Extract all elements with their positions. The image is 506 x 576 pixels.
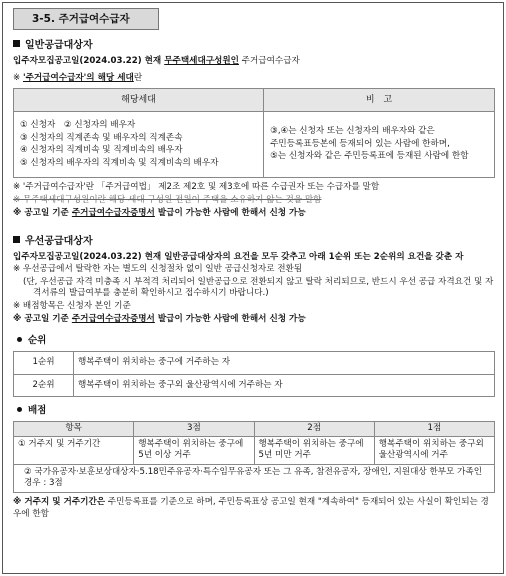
final-note xyxy=(13,497,495,520)
general-intro-emph: 무주택세대구성원인 xyxy=(164,55,239,66)
household-item: ③ 신청자의 직계존속 및 배우자의 직계존속 xyxy=(20,132,183,143)
cert-suffix: 발급이 가능한 사람에 한해서 신청 가능 xyxy=(154,207,306,218)
dot-bullet-icon xyxy=(17,337,22,342)
score-cell-wide: ② 국가유공자·보훈보상대상자·5.18민주유공자·특수임무유공자 또는 그 유족, 참전유공자, 장애인, 지원대상 한부모 가족인 경우 : 3점 xyxy=(14,464,495,492)
table-row xyxy=(14,422,495,437)
score-cell: ① 거주지 및 거주기간 xyxy=(14,436,134,464)
table-row xyxy=(14,464,495,492)
square-bullet-icon xyxy=(13,40,20,47)
remarks-line: ③,④는 신청자 또는 신청자의 배우자와 같은 xyxy=(270,126,435,137)
general-note: ※ '주거급여수급자'란 「주거급여법」 제2조 제2호 및 제3호에 따른 수급권자 또는 수급자를 말함 xyxy=(13,182,380,193)
score-cell: 행복주택이 위치하는 중구에 5년 이상 거주 xyxy=(134,436,254,464)
priority-note: ※ 배점항목은 신청자 본인 기준 xyxy=(13,301,131,312)
household-cell xyxy=(14,112,264,178)
rank-key: 1순위 xyxy=(14,352,74,375)
general-intro-prefix: 입주자모집공고일(2024.03.22) 현재 xyxy=(13,55,165,66)
score-cell: 행복주택이 위치하는 중구에 5년 미만 거주 xyxy=(254,436,374,464)
priority-intro: 입주자모집공고일(2024.03.22) 현재 일반공급대상자의 요건을 모두 갖추고 아래 1순위 또는 2순위의 요건을 갖춘 자 xyxy=(13,251,464,262)
remarks-cell xyxy=(264,112,495,178)
general-intro xyxy=(13,56,495,68)
final-emph: 거주지 및 거주기간은 xyxy=(24,497,106,507)
cert-emph: 주거급여수급자증명서 xyxy=(71,207,155,218)
table-row xyxy=(14,374,495,397)
document-body xyxy=(13,8,495,520)
rank-title-text: 순위 xyxy=(28,335,47,347)
score-header: 3점 xyxy=(134,422,254,437)
final-suffix: 주민등록표를 기준으로 하며, 주민등록표상 공고일 현재 "계속하여" 등재되어 있는 사실이 확인되는 경우에 한함 xyxy=(13,497,489,519)
household-header: 해당세대 xyxy=(14,88,264,111)
score-header: 2점 xyxy=(254,422,374,437)
section-title: 3-5. 주거급여수급자 xyxy=(13,8,159,30)
scope-emph: '주거급여수급자'의 해당 세대 xyxy=(22,73,134,84)
priority-note-paren: (단, 우선공급 자격 미충족 시 부적격 처리되어 일반공급으로 전환되지 않고 탈락 처리되므로, 반드시 우선 공급 자격요건 및 자격서류의 발급여부를 충분히 확인하시고 접수하시기 바랍니다.) xyxy=(23,276,494,299)
rank-table xyxy=(13,351,495,397)
household-table xyxy=(13,88,495,179)
square-bullet-icon xyxy=(13,236,20,243)
table-row xyxy=(14,352,495,375)
score-title xyxy=(13,405,495,418)
household-item: ⑤ 신청자의 배우자의 직계비속 및 직계비속의 배우자 xyxy=(20,157,219,168)
scope-suffix: 란 xyxy=(133,73,143,84)
general-note-struck: ※ 무주택세대구성원이란 해당 세대 구성원 전원이 주택을 소유하지 않는 것을 말함 xyxy=(13,194,322,205)
rank-key: 2순위 xyxy=(14,374,74,397)
remarks-header: 비 고 xyxy=(264,88,495,111)
general-heading-text: 일반공급대상자 xyxy=(25,40,93,52)
remarks-line: ⑤는 신청자와 같은 주민등록표에 등재된 사람에 한함 xyxy=(270,151,469,162)
household-item: ④ 신청자의 직계비속 및 직계비속의 배우자 xyxy=(20,145,183,156)
document-frame xyxy=(2,2,504,574)
rank-title xyxy=(13,335,495,348)
general-heading xyxy=(13,39,495,53)
score-header: 1점 xyxy=(374,422,494,437)
remarks-line: 주민등록표등본에 등재되어 있는 사람에 한하며, xyxy=(270,138,450,149)
final-prefix: ※ xyxy=(13,497,25,507)
score-header: 항목 xyxy=(14,422,134,437)
priority-cert-note xyxy=(13,314,495,326)
household-item: ① 신청자 ② 신청자의 배우자 xyxy=(20,120,136,130)
priority-note: ※ 우선공급에서 탈락한 자는 별도의 신청절차 없이 일반 공급신청자로 전환됨 xyxy=(13,264,303,275)
general-cert-note xyxy=(13,208,495,220)
table-row xyxy=(14,436,495,464)
scope-mark: ※ xyxy=(13,73,23,84)
cert-prefix: ※ 공고일 기준 xyxy=(13,313,72,324)
dot-bullet-icon xyxy=(17,407,22,412)
cert-emph: 주거급여수급자증명서 xyxy=(71,313,155,324)
rank-value: 행복주택이 위치하는 중구에 거주하는 자 xyxy=(74,352,495,375)
scope-title xyxy=(13,73,495,85)
cert-suffix: 발급이 가능한 사람에 한해서 신청 가능 xyxy=(154,313,306,324)
score-table xyxy=(13,421,495,493)
priority-heading xyxy=(13,235,495,249)
priority-heading-text: 우선공급대상자 xyxy=(25,236,93,248)
general-intro-suffix: 주거급여수급자 xyxy=(238,55,300,66)
score-title-text: 배점 xyxy=(28,405,47,417)
cert-prefix: ※ 공고일 기준 xyxy=(13,207,72,218)
rank-value: 행복주택이 위치하는 중구외 울산광역시에 거주하는 자 xyxy=(74,374,495,397)
score-cell: 행복주택이 위치하는 중구외 울산광역시에 거주 xyxy=(374,436,494,464)
